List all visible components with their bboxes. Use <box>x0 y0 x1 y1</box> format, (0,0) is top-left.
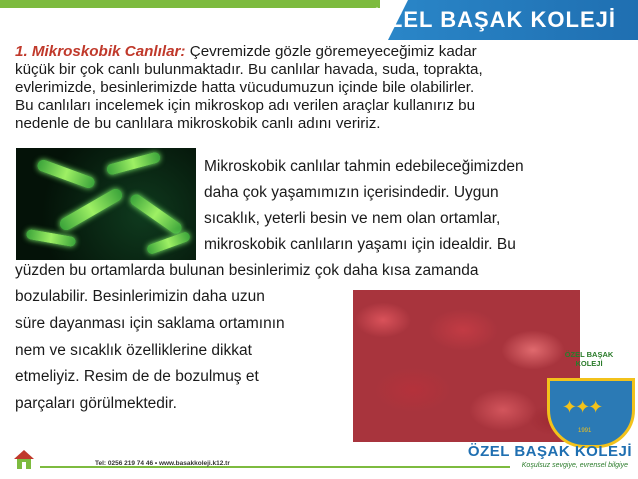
people-icon: ✦✦✦ <box>562 397 602 417</box>
badge-year: 1991 <box>578 428 592 434</box>
school-logo-text: ÖZEL BAŞAK KOLEJİ <box>370 7 616 32</box>
paragraph-line: nem ve sıcaklık özelliklerine dikkat <box>15 341 252 359</box>
header-accent-bar <box>0 0 380 8</box>
intro-line: nedenle de bu canlılara mikroskobik canlı adını veririz. <box>15 115 381 132</box>
bacteria-image <box>16 148 196 260</box>
footer-slogan: Koşulsuz sevgiye, evrensel bilgiye <box>521 462 628 469</box>
school-badge-logo <box>547 378 635 448</box>
house-icon <box>12 448 36 470</box>
paragraph-line: parçaları görülmektedir. <box>15 394 177 412</box>
paragraph-line: bozulabilir. Besinlerimizin daha uzun <box>15 288 265 305</box>
intro-line: küçük bir çok canlı bulunmaktadır. Bu canlılar havada, suda, toprakta, <box>15 61 483 78</box>
intro-line: Çevremizde gözle göremeyeceğimiz kadar <box>185 43 477 60</box>
paragraph-line: süre dayanması için saklama ortamının <box>15 315 285 332</box>
paragraph-line: etmeliyiz. Resim de de bozulmuş et <box>15 368 259 385</box>
paragraph-line: yüzden bu ortamlarda bulunan besinlerimiz çok daha kısa zamanda <box>15 262 479 279</box>
section-heading: 1. Mikroskobik Canlılar: <box>15 43 186 60</box>
header-band <box>0 0 638 40</box>
paragraph-line: mikroskobik canlıların yaşamı için idealdir. Bu <box>204 236 516 253</box>
intro-paragraph <box>15 43 625 133</box>
intro-line: Bu canlıları incelemek için mikroskop adı verilen araçlar kullanırız bu <box>15 97 476 114</box>
paragraph-line: sıcaklık, yeterli besin ve nem olan ortamlar, <box>204 210 501 227</box>
spoiled-meat-image <box>353 290 580 442</box>
footer-contact: Tel: 0256 219 74 46 • www.basakkoleji.k12.tr <box>95 460 230 467</box>
badge-title: ÖZEL BAŞAK KOLEJİ <box>564 350 614 368</box>
paragraph-line: daha çok yaşamımızın içerisindedir. Uygun <box>204 184 499 201</box>
wrapped-paragraph <box>204 154 624 258</box>
footer-school-name: ÖZEL BAŞAK KOLEJİ <box>467 443 632 460</box>
left-column-paragraph <box>15 311 355 417</box>
intro-line: evlerimizde, besinlerimizde hatta vücudumuzun içinde bile olabilirler. <box>15 79 475 96</box>
paragraph-line: Mikroskobik canlılar tahmin edebileceğimizden <box>204 158 524 175</box>
